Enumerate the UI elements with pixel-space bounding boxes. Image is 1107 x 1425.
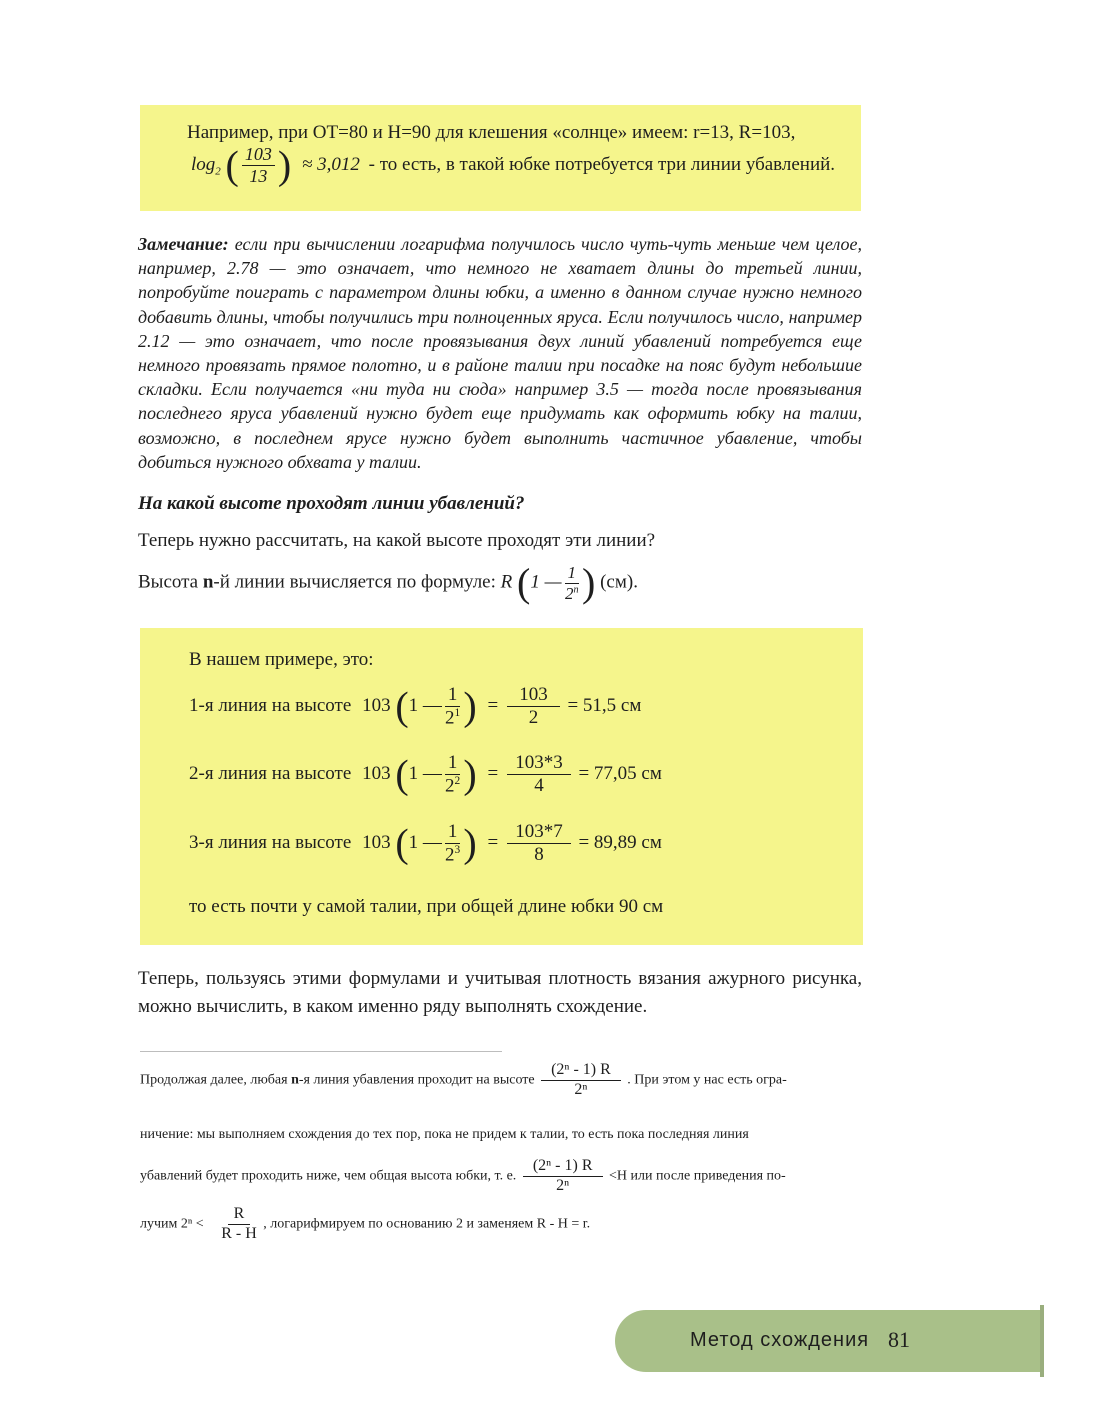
fn-frac-num: (2ⁿ - 1) R [523, 1158, 603, 1177]
calc-eq: = [487, 831, 499, 853]
chapter-title: Метод схождения [690, 1329, 870, 1351]
fn-fraction-2 [523, 1158, 603, 1195]
calc-row-base: 103 [362, 762, 391, 784]
calc-inner-fraction [445, 685, 461, 728]
calc-two: 2 [445, 707, 455, 729]
calc-row-label: 3-я линия на высоте [189, 831, 352, 853]
calc-row-3 [189, 822, 662, 865]
final-paragraph: Теперь, пользуясь этими формулами и учитывая плотность вязания ажурного рисунка, можно вычислить, в каком именно ряду выполнять схождение. [138, 968, 862, 1017]
footnote-line-2: ничение: мы выполняем схождения до тех пор, пока не придем к талии, то есть пока последняя линия [140, 1127, 749, 1142]
formula-one: 1 — [530, 571, 562, 593]
footnote-line-3 [140, 1158, 786, 1195]
calc-result-den: 4 [534, 775, 544, 797]
fn-l1c: . При этом у нас есть огра- [627, 1072, 787, 1088]
log-fraction [242, 145, 275, 186]
calc-inner-den [445, 844, 460, 865]
page-number: 81 [888, 1327, 910, 1352]
fn-l3a: убавлений будет проходить ниже, чем общая высота юбки, т. е. [140, 1168, 517, 1184]
calc-row-1 [189, 685, 641, 728]
formula-den: 2 [564, 583, 574, 603]
log-base: 2 [215, 165, 221, 178]
calc-result-num: 103*3 [507, 753, 571, 775]
formula-r: R [500, 571, 513, 593]
formula-paren-right: ) [582, 560, 596, 605]
calc-paren-left: ( [395, 751, 409, 797]
log-frac-den: 13 [249, 165, 268, 186]
calc-result: = 89,89 см [578, 831, 662, 853]
formula-n: n [202, 571, 214, 593]
calc-pow: 1 [454, 706, 461, 719]
calc-row-2 [189, 753, 662, 796]
calc-two: 2 [445, 775, 455, 797]
footnote-divider [140, 1051, 502, 1052]
calc-result-fraction [507, 822, 571, 865]
calc-paren-right: ) [463, 683, 477, 729]
calc-one-minus: 1 — [408, 694, 442, 716]
formula-fraction [565, 564, 580, 603]
example-line-1: Например, при ОТ=80 и Н=90 для клешения «солнце» имеем: r=13, R=103, [187, 122, 796, 143]
calc-paren-right: ) [463, 820, 477, 866]
example-tail: - то есть, в такой юбке потребуется три линии убавлений. [368, 153, 836, 175]
formula-num: 1 [565, 564, 580, 584]
paren-right: ) [277, 142, 292, 188]
calc-pow: 3 [454, 843, 461, 856]
calc-paren-right: ) [463, 751, 477, 797]
fn-l1a: Продолжая далее, любая [140, 1072, 288, 1088]
fn-l4a: лучим 2ⁿ < [140, 1216, 204, 1232]
fn-l1b: -я линия убавления проходит на высоте [298, 1072, 535, 1088]
calc-two: 2 [445, 844, 455, 866]
log-frac-num: 103 [242, 145, 275, 166]
formula-paren-left: ( [517, 560, 531, 605]
calc-result-num: 103 [507, 685, 560, 707]
paren-left: ( [225, 142, 239, 188]
calc-row-label: 2-я линия на высоте [189, 762, 352, 784]
calc-intro: В нашем примере, это: [189, 649, 374, 670]
calc-result-num: 103*7 [507, 822, 571, 844]
remark-text: если при вычислении логарифма получилось число чуть-чуть меньше чем целое, например, 2.78 — это означает, что немного не хватает длины до третьей линии, попробуйте поиграть с параметром длины юбки, а именно в данном случае нужно немного добавить длины, чтобы получились три полноценных яруса. Если получилось число, например 2.12 — это означает, что после провязывания двух линий убавлений потребуется еще немного провязать прямое полотно, и в районе талии при посадке на пояс будут небольшие складки. Если получается «ни туда ни сюда» например 3.5 — тогда после провязывания последнего яруса убавлений нужно будет еще придумать как оформить юбку на талии, возможно, в последнем ярусе нужно будет выполнить частичное убавление, чтобы добиться нужного обхвата у талии. [138, 234, 862, 472]
calc-one-minus: 1 — [408, 762, 442, 784]
section-heading: На какой высоте проходят линии убавлений? [138, 493, 525, 514]
fn-l4b: , логарифмируем по основанию 2 и заменяем R - H = r. [263, 1216, 591, 1232]
remark-paragraph [138, 232, 862, 474]
fn-n: n [291, 1072, 299, 1088]
footnote-line-1 [140, 1062, 787, 1099]
example-line-2 [191, 142, 836, 188]
calc-eq: = [487, 694, 499, 716]
approx-value: ≈ 3,012 [301, 153, 360, 175]
calc-result-fraction [507, 753, 571, 796]
fn-l3b: <H или после приведения по- [609, 1168, 786, 1184]
height-formula [138, 560, 638, 605]
fn-frac-den: 2ⁿ [574, 1080, 588, 1098]
calc-inner-fraction [445, 822, 461, 865]
calc-result-fraction [507, 685, 560, 728]
calc-eq: = [487, 762, 499, 784]
calc-paren-left: ( [395, 820, 409, 866]
footer-edge [1040, 1305, 1044, 1377]
calc-inner-num: 1 [445, 685, 461, 707]
log-label: log [191, 153, 216, 175]
calc-result-den: 2 [528, 707, 539, 729]
calc-inner-den [445, 775, 460, 796]
calc-row-base: 103 [362, 831, 391, 853]
calc-summary: то есть почти у самой талии, при общей длине юбки 90 см [189, 896, 664, 917]
calc-inner-num: 1 [445, 822, 461, 844]
calc-inner-den [445, 707, 460, 728]
formula-unit: (см). [600, 571, 638, 593]
paragraph-1: Теперь нужно рассчитать, на какой высоте проходят эти линии? [138, 530, 656, 551]
calc-row-base: 103 [362, 694, 391, 716]
formula-prefix: Высота [138, 571, 199, 593]
formula-middle: -й линии вычисляется по формуле: [213, 571, 496, 593]
calc-inner-fraction [445, 753, 461, 796]
calc-row-label: 1-я линия на высоте [189, 694, 352, 716]
calc-paren-left: ( [395, 683, 409, 729]
footnote-line-4 [140, 1206, 590, 1243]
calc-one-minus: 1 — [408, 831, 442, 853]
formula-den-exp: n [573, 583, 579, 595]
fn-l4-den: R - H [221, 1224, 257, 1242]
calc-pow: 2 [454, 774, 461, 787]
remark-lead: Замечание: [138, 234, 229, 254]
calc-result: = 77,05 см [578, 762, 662, 784]
fn-fraction-1 [541, 1062, 621, 1099]
fn-frac-num: (2ⁿ - 1) R [541, 1062, 621, 1081]
formula-den-wrap [565, 584, 579, 603]
calc-result: = 51,5 см [567, 694, 642, 716]
calc-result-den: 8 [534, 844, 544, 866]
fn-l4-num: R [228, 1206, 251, 1225]
calc-inner-num: 1 [445, 753, 461, 775]
fn-fraction-3 [221, 1206, 257, 1243]
fn-frac-den: 2ⁿ [556, 1176, 570, 1194]
